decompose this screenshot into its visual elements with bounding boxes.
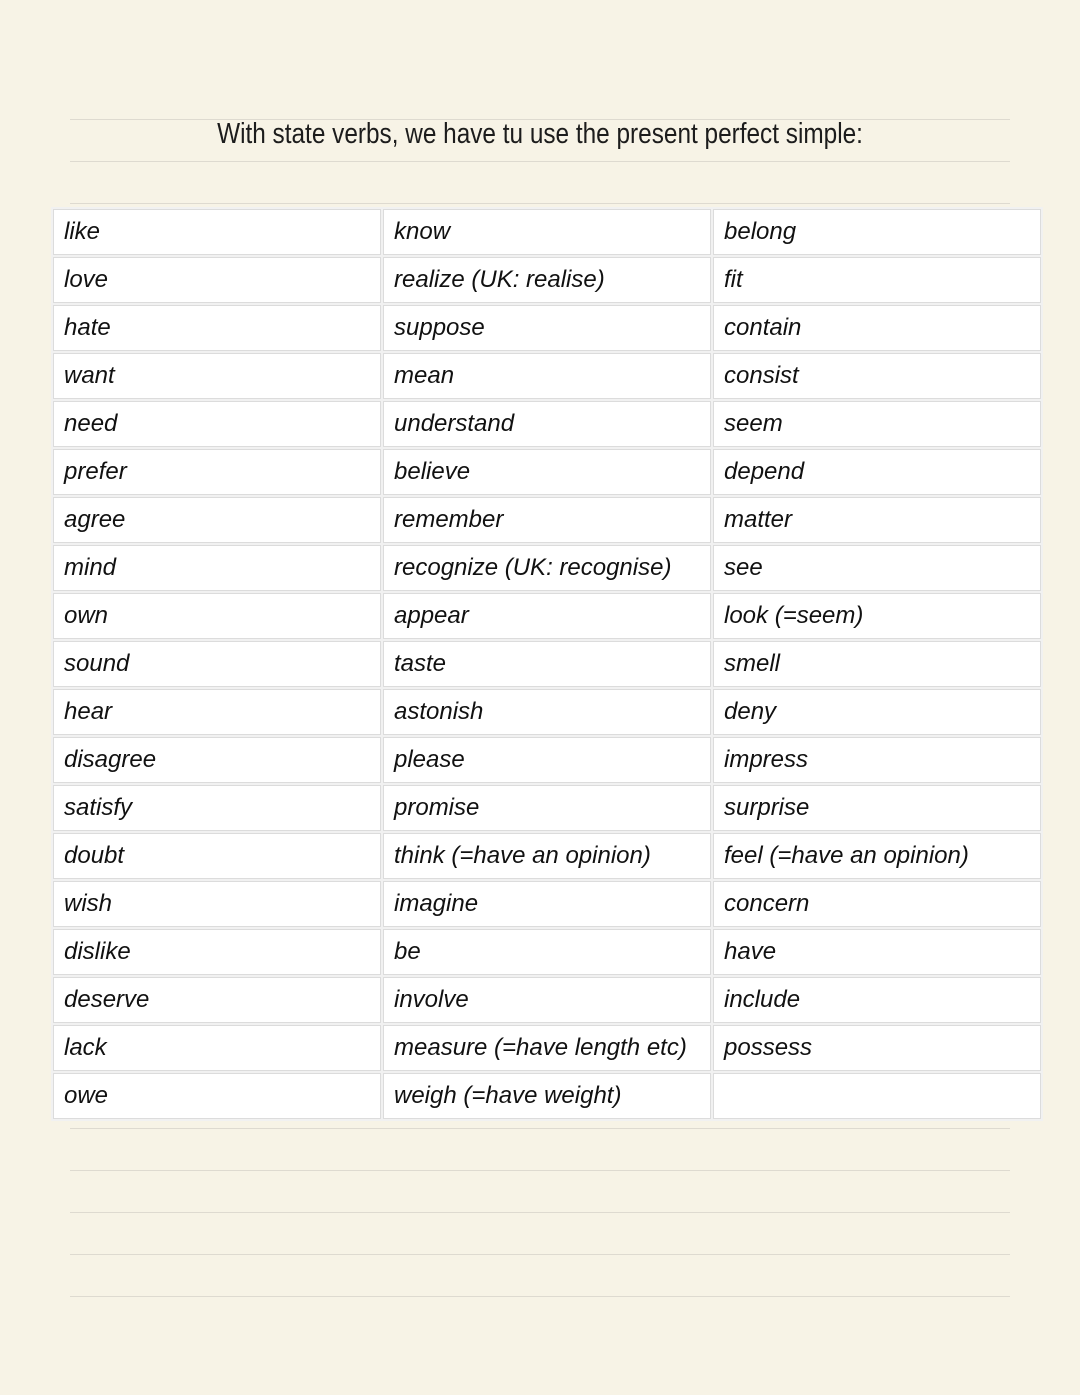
verb-cell: involve	[383, 977, 711, 1023]
table-row	[53, 305, 1041, 351]
verb-cell: depend	[713, 449, 1041, 495]
ruled-line	[70, 203, 1010, 204]
verb-cell	[713, 1073, 1041, 1119]
verb-cell: dislike	[53, 929, 381, 975]
ruled-line	[70, 161, 1010, 162]
verb-cell: agree	[53, 497, 381, 543]
verb-cell: appear	[383, 593, 711, 639]
verb-cell: smell	[713, 641, 1041, 687]
verb-cell: impress	[713, 737, 1041, 783]
table-row	[53, 785, 1041, 831]
verb-cell: believe	[383, 449, 711, 495]
verb-cell: include	[713, 977, 1041, 1023]
verb-cell: own	[53, 593, 381, 639]
verb-cell: love	[53, 257, 381, 303]
verb-cell: mean	[383, 353, 711, 399]
verb-cell: fit	[713, 257, 1041, 303]
verb-cell: belong	[713, 209, 1041, 255]
table-row	[53, 977, 1041, 1023]
verb-cell: want	[53, 353, 381, 399]
table-row	[53, 401, 1041, 447]
page-heading: With state verbs, we have tu use the present perfect simple:	[217, 118, 863, 150]
state-verbs-table	[51, 207, 1043, 1121]
verb-cell: be	[383, 929, 711, 975]
verb-cell: think (=have an opinion)	[383, 833, 711, 879]
table-row	[53, 1073, 1041, 1119]
verb-cell: look (=seem)	[713, 593, 1041, 639]
verb-cell: imagine	[383, 881, 711, 927]
verb-cell: suppose	[383, 305, 711, 351]
verb-cell: matter	[713, 497, 1041, 543]
ruled-line	[70, 1128, 1010, 1129]
verb-cell: consist	[713, 353, 1041, 399]
table-row	[53, 929, 1041, 975]
verb-cell: recognize (UK: recognise)	[383, 545, 711, 591]
verb-cell: like	[53, 209, 381, 255]
verb-cell: mind	[53, 545, 381, 591]
ruled-line	[70, 1170, 1010, 1171]
verb-cell: deserve	[53, 977, 381, 1023]
verb-cell: weigh (=have weight)	[383, 1073, 711, 1119]
ruled-line	[70, 1254, 1010, 1255]
table-row	[53, 833, 1041, 879]
ruled-line	[70, 1212, 1010, 1213]
table-row	[53, 353, 1041, 399]
verb-cell: know	[383, 209, 711, 255]
table-row	[53, 737, 1041, 783]
verb-cell: disagree	[53, 737, 381, 783]
verb-cell: sound	[53, 641, 381, 687]
verb-cell: astonish	[383, 689, 711, 735]
verb-cell: possess	[713, 1025, 1041, 1071]
verb-cell: taste	[383, 641, 711, 687]
verb-cell: lack	[53, 1025, 381, 1071]
table-row	[53, 593, 1041, 639]
verb-cell: have	[713, 929, 1041, 975]
table-row	[53, 641, 1041, 687]
verb-cell: need	[53, 401, 381, 447]
table-row	[53, 881, 1041, 927]
table-row	[53, 449, 1041, 495]
verb-cell: doubt	[53, 833, 381, 879]
verb-cell: contain	[713, 305, 1041, 351]
verb-cell: prefer	[53, 449, 381, 495]
verb-cell: hear	[53, 689, 381, 735]
verb-cell: seem	[713, 401, 1041, 447]
verb-cell: wish	[53, 881, 381, 927]
verb-cell: remember	[383, 497, 711, 543]
verb-cell: understand	[383, 401, 711, 447]
verb-cell: concern	[713, 881, 1041, 927]
verb-cell: owe	[53, 1073, 381, 1119]
table-row	[53, 209, 1041, 255]
verb-cell: hate	[53, 305, 381, 351]
ruled-line	[70, 1296, 1010, 1297]
verb-cell: deny	[713, 689, 1041, 735]
table-row	[53, 257, 1041, 303]
verb-cell: realize (UK: realise)	[383, 257, 711, 303]
table-row	[53, 1025, 1041, 1071]
verb-cell: see	[713, 545, 1041, 591]
table-row	[53, 497, 1041, 543]
verb-cell: surprise	[713, 785, 1041, 831]
verb-cell: satisfy	[53, 785, 381, 831]
verb-cell: promise	[383, 785, 711, 831]
verb-cell: feel (=have an opinion)	[713, 833, 1041, 879]
table-row	[53, 689, 1041, 735]
table-row	[53, 545, 1041, 591]
verb-cell: measure (=have length etc)	[383, 1025, 711, 1071]
verb-cell: please	[383, 737, 711, 783]
